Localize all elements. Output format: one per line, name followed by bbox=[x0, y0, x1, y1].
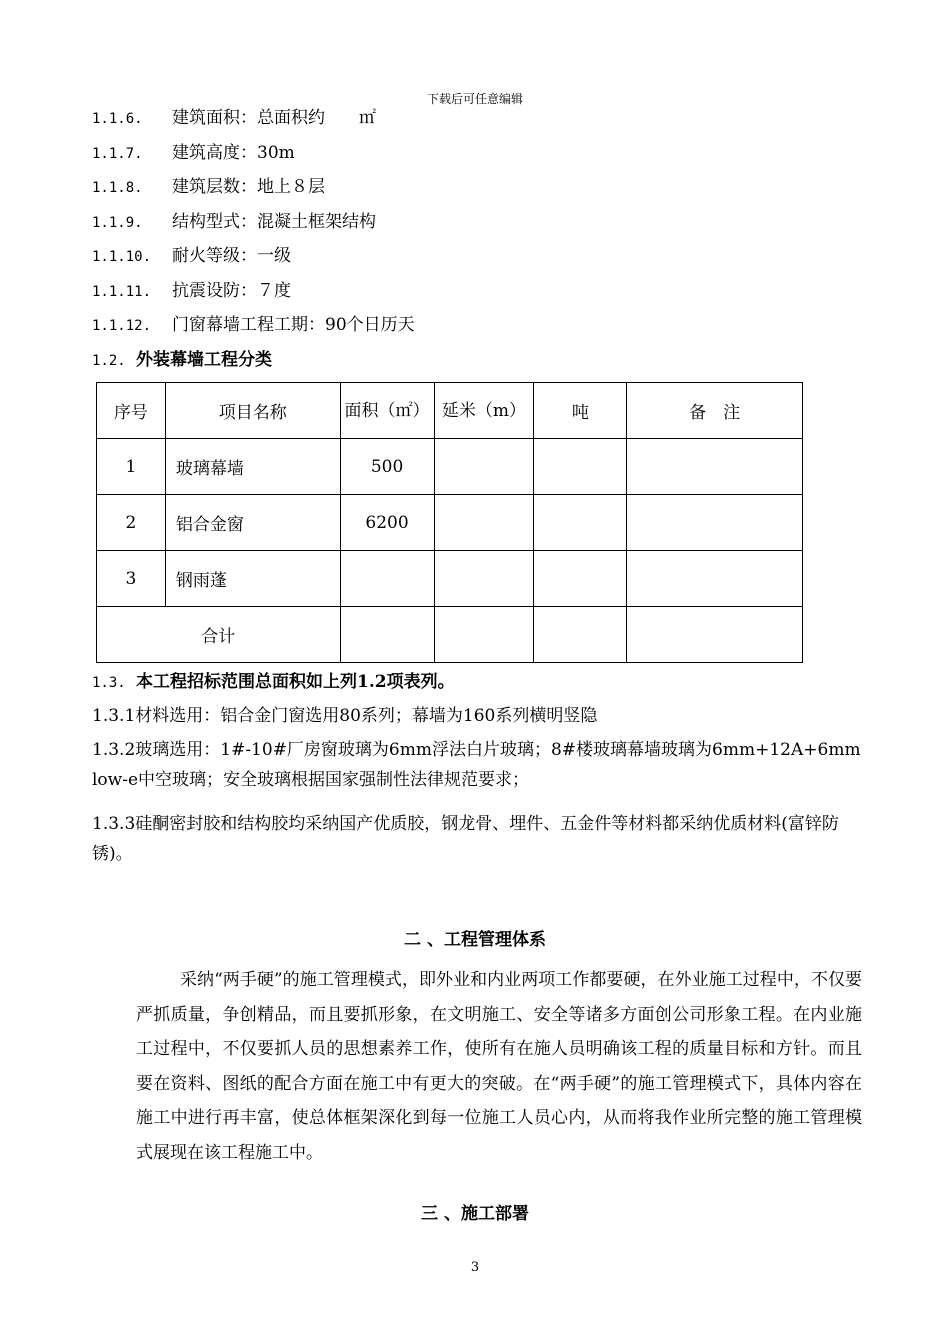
item-text: 门窗幕墙工程工期：90个日历天 bbox=[172, 315, 415, 335]
paragraph-1-3-1: 1.3.1材料选用：铝合金门窗选用80系列；幕墙为160系列横明竖隐 bbox=[92, 706, 598, 726]
item-number: 1.1.8. bbox=[92, 180, 143, 196]
section-1-3-heading bbox=[92, 669, 455, 695]
page-header: 下载后可任意编辑 bbox=[426, 92, 523, 106]
table-row bbox=[97, 551, 803, 607]
cell-ton bbox=[534, 439, 627, 495]
item-text: 抗震设防：７度 bbox=[172, 281, 291, 301]
section-3-heading: 三 、施工部署 bbox=[421, 1204, 529, 1224]
cell-area bbox=[340, 551, 434, 607]
curtain-wall-table bbox=[96, 382, 803, 663]
item-number: 1.1.9. bbox=[92, 215, 143, 231]
item-text: 建筑面积：总面积约 ㎡ bbox=[172, 108, 376, 128]
cell-name: 铝合金窗 bbox=[165, 495, 340, 551]
management-system-paragraph: 采纳“两手硬”的施工管理模式，即外业和内业两项工作都要硬，在外业施工过程中，不仅要严抓质量，争创精品，而且要抓形象，在文明施工、安全等诸多方面创公司形象工程。在内业施工过程中，不仅要抓人员的思想素养工作，使所有在施人员明确该工程的质量目标和方针。而且要在资料、图纸的配合方面在施工中有更大的突破。在“两手硬”的施工管理模式下，具体内容在施工中进行再丰富，使总体框架深化到每一位施工人员心内，从而将我作业所完整的施工管理模式展现在该工程施工中。 bbox=[136, 970, 862, 1163]
paragraph-1-3-2: 1.3.2玻璃选用：1#-10#厂房窗玻璃为6mm浮法白片玻璃；8#楼玻璃幕墙玻璃为6mm+12A+6mm low-e中空玻璃；安全玻璃根据国家强制性法律规范要求； bbox=[92, 740, 861, 790]
item-1-1-10 bbox=[92, 243, 291, 269]
cell-length bbox=[434, 495, 534, 551]
cell-ton bbox=[534, 495, 627, 551]
item-1-1-6 bbox=[92, 105, 376, 131]
item-number: 1.1.6. bbox=[92, 111, 143, 127]
item-text: 建筑层数：地上８层 bbox=[172, 177, 325, 197]
item-text: 建筑高度：30m bbox=[172, 143, 295, 163]
cell-index: 2 bbox=[97, 495, 166, 551]
cell-name: 钢雨蓬 bbox=[165, 551, 340, 607]
header-length: 延米（m） bbox=[434, 383, 534, 439]
table-total-row bbox=[97, 607, 803, 663]
header-remark: 备 注 bbox=[627, 383, 803, 439]
cell-total-area bbox=[340, 607, 434, 663]
section-title: 本工程招标范围总面积如上列1.2项表列。 bbox=[136, 672, 455, 692]
item-text: 结构型式：混凝土框架结构 bbox=[172, 212, 376, 232]
item-1-1-9 bbox=[92, 209, 376, 235]
header-ton: 吨 bbox=[534, 383, 627, 439]
cell-length bbox=[434, 551, 534, 607]
section-1-2-heading bbox=[92, 347, 272, 373]
item-text: 耐火等级：一级 bbox=[172, 246, 291, 266]
header-area: 面积（㎡） bbox=[340, 383, 434, 439]
cell-name: 玻璃幕墙 bbox=[165, 439, 340, 495]
item-1-1-7 bbox=[92, 140, 295, 166]
section-2-heading: 二 、工程管理体系 bbox=[404, 930, 546, 950]
cell-remark bbox=[627, 551, 803, 607]
cell-total-remark bbox=[627, 607, 803, 663]
item-1-1-12 bbox=[92, 312, 415, 338]
page-number: 3 bbox=[470, 1260, 480, 1275]
cell-remark bbox=[627, 439, 803, 495]
section-number: 1.3. bbox=[92, 675, 126, 691]
cell-total-label: 合计 bbox=[97, 607, 341, 663]
item-1-1-8 bbox=[92, 174, 325, 200]
item-number: 1.1.11. bbox=[92, 284, 152, 300]
cell-remark bbox=[627, 495, 803, 551]
section-number: 1.2. bbox=[92, 353, 126, 369]
header-name: 项目名称 bbox=[165, 383, 340, 439]
cell-total-length bbox=[434, 607, 534, 663]
paragraph-1-3-3: 1.3.3硅酮密封胶和结构胶均采纳国产优质胶，钢龙骨、埋件、五金件等材料都采纳优质材料(富锌防锈)。 bbox=[92, 814, 839, 864]
item-1-1-11 bbox=[92, 278, 291, 304]
table-row bbox=[97, 439, 803, 495]
item-number: 1.1.10. bbox=[92, 249, 152, 265]
table-header-row bbox=[97, 383, 803, 439]
cell-area: 500 bbox=[340, 439, 434, 495]
table-row bbox=[97, 495, 803, 551]
cell-index: 3 bbox=[97, 551, 166, 607]
cell-ton bbox=[534, 551, 627, 607]
header-index: 序号 bbox=[97, 383, 166, 439]
cell-total-ton bbox=[534, 607, 627, 663]
item-number: 1.1.7. bbox=[92, 146, 143, 162]
cell-index: 1 bbox=[97, 439, 166, 495]
cell-area: 6200 bbox=[340, 495, 434, 551]
cell-length bbox=[434, 439, 534, 495]
item-number: 1.1.12. bbox=[92, 318, 152, 334]
section-title: 外装幕墙工程分类 bbox=[136, 350, 272, 370]
